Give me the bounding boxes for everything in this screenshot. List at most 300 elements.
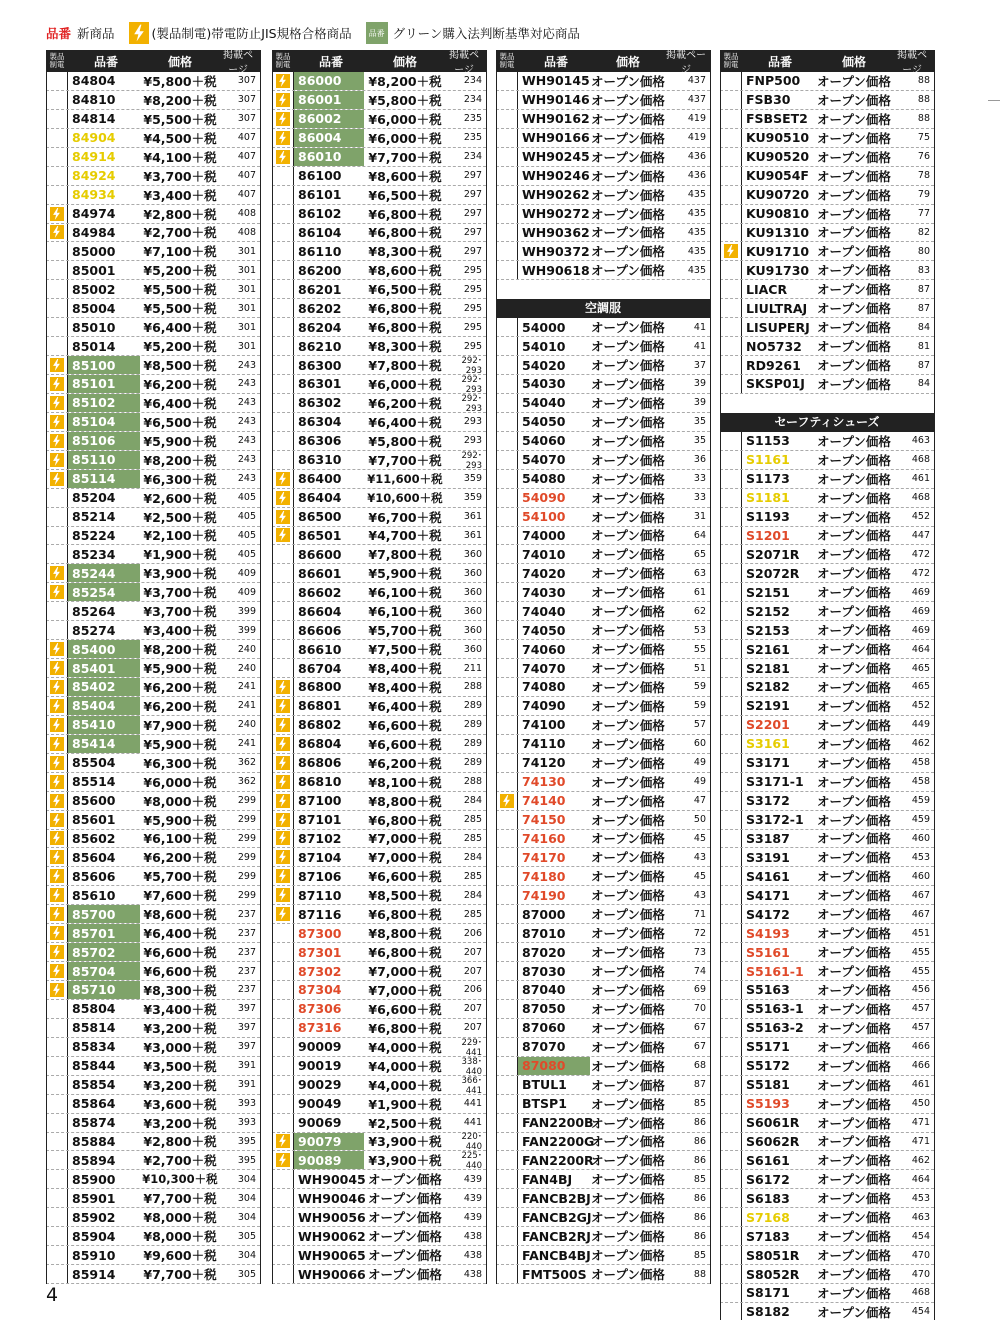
lightning-bolt-icon: [276, 737, 290, 751]
table-row: [272, 1076, 486, 1095]
price: ¥7,900＋税: [143, 717, 217, 733]
catalog-page: 86: [693, 1154, 706, 1166]
table-row: [46, 659, 260, 678]
price: ¥5,500＋税: [143, 301, 217, 317]
part-number: WH90065: [298, 1247, 366, 1263]
antistatic-cell: [720, 981, 742, 999]
price: ¥8,800＋税: [368, 793, 442, 809]
table-row: [46, 413, 260, 432]
catalog-page: 225･440: [461, 1151, 482, 1172]
table-row: [720, 867, 934, 886]
catalog-page: 33: [693, 492, 706, 504]
antistatic-cell: [720, 91, 742, 109]
price: ¥8,200＋税: [143, 642, 217, 658]
catalog-page: 243: [237, 473, 256, 485]
antistatic-cell: [272, 91, 294, 109]
catalog-page: 405: [237, 529, 256, 541]
table-row: [46, 678, 260, 697]
antistatic-cell: [46, 981, 68, 999]
catalog-page: 307: [237, 75, 256, 87]
part-number: S3171: [746, 755, 790, 771]
price: オープン価格: [591, 1058, 665, 1074]
part-number: 85610: [72, 887, 116, 903]
antistatic-cell: [496, 678, 518, 696]
catalog-page: 472: [911, 567, 930, 579]
lightning-bolt-icon: [50, 794, 64, 808]
antistatic-cell: [272, 905, 294, 923]
antistatic-cell: [46, 905, 68, 923]
price: オープン価格: [591, 1039, 665, 1055]
part-number: WH90362: [522, 224, 590, 240]
part-number: 86001: [294, 91, 364, 109]
table-row: [720, 356, 934, 375]
part-number: FAN2200B: [522, 1115, 594, 1131]
catalog-page: 438: [463, 1230, 482, 1242]
price: ¥7,800＋税: [368, 547, 442, 563]
table-row: [720, 1095, 934, 1114]
table-row: [46, 1057, 260, 1076]
antistatic-cell: [272, 886, 294, 904]
antistatic-cell: [272, 1076, 294, 1094]
catalog-page: 469: [911, 586, 930, 598]
table-row: [720, 1208, 934, 1227]
catalog-page: 293: [463, 416, 482, 428]
table-row: [720, 72, 934, 91]
catalog-page: 59: [693, 681, 706, 693]
antistatic-cell: [720, 754, 742, 772]
price: オープン価格: [591, 73, 665, 89]
price: オープン価格: [591, 604, 665, 620]
antistatic-cell: [272, 1170, 294, 1188]
part-number: 85004: [72, 300, 116, 316]
catalog-page: 360: [463, 586, 482, 598]
catalog-page: 237: [237, 946, 256, 958]
antistatic-cell: [720, 72, 742, 90]
price: ¥5,900＋税: [143, 433, 217, 449]
catalog-page: 295: [463, 340, 482, 352]
catalog-page: 285: [463, 832, 482, 844]
price: ¥6,200＋税: [143, 376, 217, 392]
part-number: WH90272: [522, 206, 590, 222]
table-row: [720, 602, 934, 621]
price: オープン価格: [817, 945, 891, 961]
part-number: WH90146: [522, 92, 590, 108]
part-number: S1161: [746, 452, 790, 468]
catalog-page: 450: [911, 1098, 930, 1110]
price: ¥6,800＋税: [368, 1020, 442, 1036]
column-border: [260, 50, 261, 1284]
catalog-page: 85: [693, 1249, 706, 1261]
antistatic-cell: [46, 148, 68, 166]
catalog-page: 466: [911, 1041, 930, 1053]
part-number: 84984: [72, 224, 116, 240]
antistatic-cell: [272, 356, 294, 374]
part-number: 86310: [298, 452, 342, 468]
price: ¥3,400＋税: [143, 623, 217, 639]
antistatic-cell: [46, 470, 68, 488]
catalog-page: 360: [463, 624, 482, 636]
table-row: [272, 792, 486, 811]
part-number: S5181: [746, 1077, 790, 1093]
price: オープン価格: [591, 263, 665, 279]
catalog-page: 447: [911, 529, 930, 541]
part-number: RD9261: [746, 357, 801, 373]
table-row: [46, 1114, 260, 1133]
table-row: [272, 394, 486, 413]
table-row: [720, 1133, 934, 1152]
antistatic-cell: [720, 659, 742, 677]
catalog-page: 435: [687, 226, 706, 238]
antistatic-cell: [46, 621, 68, 639]
table-row: [46, 1170, 260, 1189]
antistatic-cell: [272, 924, 294, 942]
table-row: [272, 848, 486, 867]
antistatic-cell: [496, 943, 518, 961]
price: ¥6,100＋税: [368, 585, 442, 601]
catalog-page: 43: [693, 889, 706, 901]
catalog-page: 207: [463, 1022, 482, 1034]
price: オープン価格: [591, 907, 665, 923]
price: オープン価格: [591, 755, 665, 771]
antistatic-cell: [496, 1076, 518, 1094]
antistatic-cell: [720, 186, 742, 204]
catalog-page: 435: [687, 189, 706, 201]
catalog-page: 57: [693, 719, 706, 731]
price: ¥3,700＋税: [143, 585, 217, 601]
table-row: [496, 470, 710, 489]
antistatic-cell: [720, 1151, 742, 1169]
part-number: LIULTRAJ: [746, 300, 808, 316]
header-part-number: 品番: [318, 54, 343, 69]
table-row: [496, 981, 710, 1000]
catalog-page: 408: [237, 208, 256, 220]
part-number: S1201: [746, 527, 790, 543]
part-number: 86802: [298, 717, 342, 733]
table-row: [46, 867, 260, 886]
table-row: [496, 242, 710, 261]
catalog-page: 362: [237, 757, 256, 769]
part-number: S3172: [746, 793, 790, 809]
price: オープン価格: [817, 850, 891, 866]
price: オープン価格: [591, 812, 665, 828]
part-number: S2072R: [746, 565, 800, 581]
price: オープン価格: [817, 869, 891, 885]
table-row: [496, 792, 710, 811]
part-number: 85400: [68, 640, 140, 658]
table-row: [720, 981, 934, 1000]
price: ¥6,500＋税: [368, 282, 442, 298]
antistatic-cell: [46, 602, 68, 620]
catalog-page: 88: [917, 113, 930, 125]
lightning-bolt-icon: [50, 566, 64, 580]
part-number: 84814: [72, 111, 116, 127]
catalog-page: 49: [693, 757, 706, 769]
part-number: S5163: [746, 982, 790, 998]
price: オープン価格: [817, 964, 891, 980]
price: ¥6,400＋税: [143, 395, 217, 411]
table-row: [496, 375, 710, 394]
antistatic-cell: [496, 659, 518, 677]
antistatic-cell: [272, 242, 294, 260]
price: オープン価格: [817, 168, 891, 184]
price: オープン価格: [591, 339, 665, 355]
price: オープン価格: [817, 585, 891, 601]
catalog-page: 299: [237, 851, 256, 863]
antistatic-cell: [720, 508, 742, 526]
table-row: [720, 318, 934, 337]
antistatic-cell: [46, 773, 68, 791]
catalog-page: 407: [237, 132, 256, 144]
antistatic-cell: [720, 678, 742, 696]
catalog-page: 234: [463, 75, 482, 87]
catalog-page: 292･293: [461, 393, 482, 414]
antistatic-cell: [496, 981, 518, 999]
table-row: [46, 375, 260, 394]
catalog-page: 360: [463, 643, 482, 655]
part-number: 87300: [298, 925, 342, 941]
table-row: [272, 148, 486, 167]
catalog-page: 241: [237, 681, 256, 693]
part-number: 86102: [298, 206, 342, 222]
catalog-page: 305: [237, 1230, 256, 1242]
table-row: [496, 110, 710, 129]
table-row: [720, 1227, 934, 1246]
part-number: 85902: [72, 1209, 116, 1225]
price: ¥7,700＋税: [143, 1267, 217, 1283]
catalog-page: 63: [693, 567, 706, 579]
catalog-page: 207: [463, 1003, 482, 1015]
price: ¥6,500＋税: [143, 414, 217, 430]
part-number: 74060: [522, 641, 566, 657]
table-row: [720, 261, 934, 280]
part-number: 85264: [72, 603, 116, 619]
price: ¥1,900＋税: [368, 1096, 442, 1112]
catalog-page: 297: [463, 170, 482, 182]
part-number: 87030: [522, 963, 566, 979]
price: ¥6,300＋税: [143, 471, 217, 487]
table-row: [272, 1095, 486, 1114]
price: ¥7,500＋税: [368, 642, 442, 658]
antistatic-cell: [46, 261, 68, 279]
part-number: 86301: [298, 376, 342, 392]
header-price: 価格: [167, 54, 192, 69]
catalog-page: 62: [693, 605, 706, 617]
price: オープン価格: [817, 1096, 891, 1112]
table-row: [720, 1151, 934, 1170]
price: オープン価格: [817, 187, 891, 203]
antistatic-cell: [496, 848, 518, 866]
antistatic-cell: [720, 621, 742, 639]
price: オープン価格: [817, 1153, 891, 1169]
antistatic-cell: [720, 224, 742, 242]
catalog-page: 456: [911, 984, 930, 996]
table-row: [720, 621, 934, 640]
part-number: FMT500S: [522, 1266, 587, 1282]
antistatic-cell: [496, 375, 518, 393]
part-number: S1153: [746, 433, 790, 449]
price: オープン価格: [817, 1229, 891, 1245]
price: ¥6,600＋税: [368, 869, 442, 885]
table-row: [46, 754, 260, 773]
table-row: [46, 981, 260, 1000]
part-number: 87040: [522, 982, 566, 998]
price: オープン価格: [817, 623, 891, 639]
price: ¥7,800＋税: [368, 358, 442, 374]
table-row: [496, 148, 710, 167]
lightning-bolt-icon: [50, 718, 64, 732]
part-number: WH90245: [522, 149, 590, 165]
catalog-page: 307: [237, 94, 256, 106]
part-number: WH90618: [522, 262, 590, 278]
antistatic-cell: [46, 697, 68, 715]
antistatic-cell: [272, 697, 294, 715]
part-number: 85884: [72, 1133, 116, 1149]
antistatic-cell: [272, 811, 294, 829]
lightning-bolt-icon: [276, 718, 290, 732]
catalog-page: 419: [687, 113, 706, 125]
table-row: [46, 583, 260, 602]
antistatic-cell: [496, 621, 518, 639]
table-row: [720, 697, 934, 716]
price: ¥11,600＋税: [367, 471, 443, 486]
price: オープン価格: [591, 698, 665, 714]
price: ¥6,500＋税: [368, 187, 442, 203]
part-number: 86602: [298, 584, 342, 600]
antistatic-cell: [46, 129, 68, 147]
antistatic-cell: [46, 564, 68, 582]
part-number: S2161: [746, 641, 790, 657]
part-number: 86202: [298, 300, 342, 316]
antistatic-cell: [46, 110, 68, 128]
part-number: 86404: [298, 490, 342, 506]
table-row: [46, 394, 260, 413]
table-row: [46, 1208, 260, 1227]
lightning-bolt-icon: [129, 22, 149, 44]
catalog-page: 299: [237, 795, 256, 807]
header-part-number: 品番: [543, 54, 568, 69]
table-row: [272, 943, 486, 962]
part-number: 74050: [522, 622, 566, 638]
part-number: 85414: [68, 735, 140, 753]
part-number: 74040: [522, 603, 566, 619]
table-row: [272, 640, 486, 659]
price: ¥6,000＋税: [368, 376, 442, 392]
table-row: [272, 735, 486, 754]
part-number: 85104: [68, 413, 140, 431]
price: ¥3,900＋税: [143, 566, 217, 582]
catalog-page: 51: [693, 662, 706, 674]
table-row: [272, 1000, 486, 1019]
antistatic-cell: [496, 432, 518, 450]
catalog-page: 405: [237, 548, 256, 560]
price: オープン価格: [591, 528, 665, 544]
table-column-1: [46, 50, 260, 1284]
antistatic-cell: [46, 1076, 68, 1094]
table-row: [496, 1133, 710, 1152]
table-row: [272, 451, 486, 470]
catalog-page: 50: [693, 814, 706, 826]
table-row: [46, 527, 260, 546]
antistatic-cell: [46, 489, 68, 507]
table-row: [496, 337, 710, 356]
catalog-page: 460: [911, 832, 930, 844]
price: ¥5,700＋税: [143, 869, 217, 885]
price: ¥5,900＋税: [143, 736, 217, 752]
table-row: [272, 697, 486, 716]
table-row: [46, 602, 260, 621]
catalog-page: 60: [693, 738, 706, 750]
part-number: 87306: [298, 1001, 342, 1017]
part-number: BTSP1: [522, 1096, 567, 1112]
price: オープン価格: [591, 1077, 665, 1093]
part-number: WH90046: [298, 1190, 366, 1206]
part-number: 86110: [298, 243, 342, 259]
price: オープン価格: [591, 926, 665, 942]
antistatic-cell: [496, 1133, 518, 1151]
part-number: S4193: [746, 925, 790, 941]
table-row: [496, 72, 710, 91]
antistatic-cell: [46, 432, 68, 450]
antistatic-cell: [272, 72, 294, 90]
header-antistatic: 製品 制電: [499, 52, 515, 69]
table-row: [46, 621, 260, 640]
antistatic-cell: [720, 489, 742, 507]
part-number: S2191: [746, 698, 790, 714]
price: ¥5,200＋税: [143, 263, 217, 279]
catalog-page: 360: [463, 548, 482, 560]
price: オープン価格: [591, 850, 665, 866]
catalog-page: 285: [463, 814, 482, 826]
part-number: 74010: [522, 546, 566, 562]
price: オープン価格: [591, 661, 665, 677]
part-number: 54030: [522, 376, 566, 392]
catalog-page: 289: [463, 719, 482, 731]
table-row: [496, 1265, 710, 1284]
price: ¥6,000＋税: [143, 774, 217, 790]
table-row: [272, 205, 486, 224]
table-row: [720, 242, 934, 261]
part-number: S2151: [746, 584, 790, 600]
price: ¥6,200＋税: [143, 679, 217, 695]
table-row: [496, 773, 710, 792]
lightning-bolt-icon: [276, 794, 290, 808]
price: オープン価格: [368, 1191, 442, 1207]
catalog-page: 407: [237, 189, 256, 201]
part-number: 87100: [298, 793, 342, 809]
price: オープン価格: [817, 490, 891, 506]
antistatic-cell: [46, 716, 68, 734]
part-number: 86210: [298, 338, 342, 354]
price: オープン価格: [591, 149, 665, 165]
catalog-page: 35: [693, 416, 706, 428]
antistatic-cell: [496, 167, 518, 185]
part-number: 85874: [72, 1115, 116, 1131]
table-row: [272, 773, 486, 792]
table-row: [496, 716, 710, 735]
part-number: 74140: [522, 793, 566, 809]
price: ¥6,800＋税: [368, 206, 442, 222]
antistatic-cell: [272, 621, 294, 639]
price: オープン価格: [591, 1267, 665, 1283]
price: オープン価格: [591, 623, 665, 639]
antistatic-cell: [272, 129, 294, 147]
part-number: 86002: [294, 110, 364, 128]
lightning-bolt-icon: [276, 150, 290, 164]
lightning-bolt-icon: [724, 244, 738, 258]
part-number: 86304: [298, 414, 342, 430]
table-row: [46, 943, 260, 962]
catalog-page: 460: [911, 870, 930, 882]
